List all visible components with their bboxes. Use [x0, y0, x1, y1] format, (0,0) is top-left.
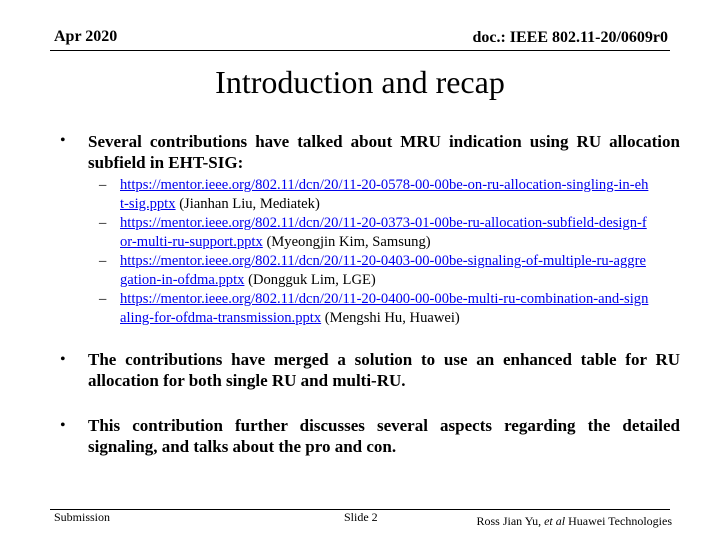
subitem-3 [101, 252, 651, 290]
header-doc-number: doc.: IEEE 802.11-20/0609r0 [472, 29, 668, 46]
subitem-4-author: (Mengshi Hu, Huawei) [321, 310, 460, 326]
subitem-1 [101, 176, 651, 214]
subitem-3-dash: – [99, 253, 107, 269]
subitem-4-dash: – [99, 291, 107, 307]
footer-author [477, 514, 673, 529]
subitem-1-author: (Jianhan Liu, Mediatek) [175, 196, 320, 212]
slide-title: Introduction and recap [215, 64, 505, 100]
bullet-2-text: The contributions have merged a solution to use an enhanced table for RU allocation for both single RU and multi-RU. [88, 350, 680, 390]
subitem-4 [101, 290, 651, 328]
bullet-3-text: This contribution further discusses several aspects regarding the detailed signaling, and talks about the pro and con. [88, 416, 680, 456]
subitem-1-link[interactable]: https://mentor.ieee.org/802.11/dcn/20/11-20-0578-00-00be-on-ru-allocation-singling-in-eht-sig.pptx [120, 177, 649, 212]
header-divider [50, 50, 670, 51]
subitem-2 [101, 214, 651, 252]
header-date: Apr 2020 [54, 28, 118, 45]
subitem-4-link[interactable]: https://mentor.ieee.org/802.11/dcn/20/11-20-0400-00-00be-multi-ru-combination-and-signaling-for-ofdma-transmission.pptx [120, 291, 649, 326]
bullet-1-marker: • [60, 132, 66, 149]
bullet-2-marker: • [60, 351, 66, 368]
subitem-3-author: (Dongguk Lim, LGE) [244, 272, 376, 288]
footer-author-org: Huawei Technologies [565, 514, 672, 528]
subitem-3-link[interactable]: https://mentor.ieee.org/802.11/dcn/20/11-20-0403-00-00be-signaling-of-multiple-ru-aggregation-in-ofdma.pptx [120, 253, 646, 288]
subitem-1-dash: – [99, 177, 107, 193]
footer-slide-number: Slide 2 [344, 510, 378, 524]
subitem-2-dash: – [99, 215, 107, 231]
subitem-2-link[interactable]: https://mentor.ieee.org/802.11/dcn/20/11-20-0373-01-00be-ru-allocation-subfield-design-for-multi-ru-support.pptx [120, 215, 647, 250]
bullet-1-text: Several contributions have talked about MRU indication using RU allocation subfield in EHT-SIG: [88, 132, 680, 172]
footer-submission: Submission [54, 510, 111, 524]
footer-author-name: Ross Jian Yu, [476, 514, 545, 528]
footer-author-etal: et al [544, 514, 566, 528]
subitem-2-author: (Myeongjin Kim, Samsung) [262, 234, 431, 250]
bullet-3-marker: • [60, 417, 66, 434]
